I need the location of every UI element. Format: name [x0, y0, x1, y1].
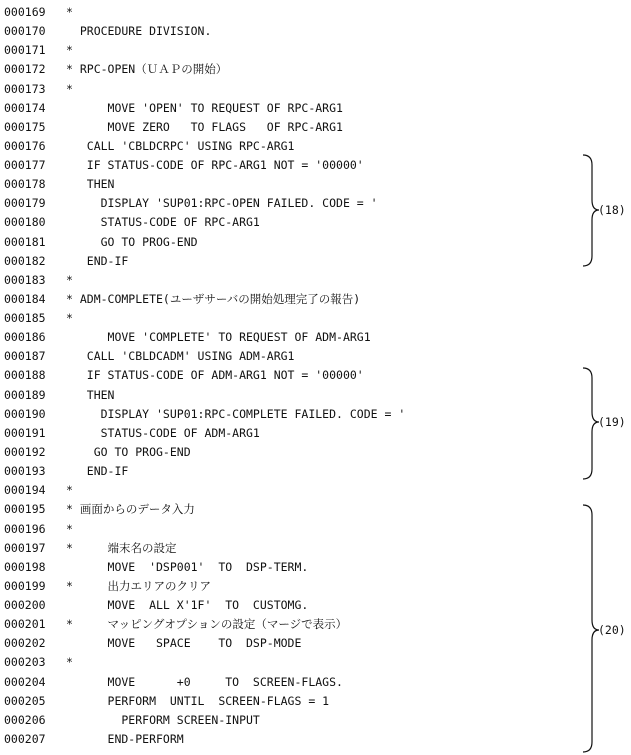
line-number: 000194: [4, 483, 46, 498]
line-number: 000190: [4, 406, 46, 421]
line-number: 000179: [4, 196, 46, 211]
line-number: 000197: [4, 540, 46, 555]
code-text: DISPLAY 'SUP01:RPC-OPEN FAILED. CODE = ': [66, 196, 378, 211]
code-text: *: [66, 43, 73, 58]
line-number: 000202: [4, 636, 46, 651]
code-text: * 端末名の設定: [66, 540, 177, 555]
line-number: 000187: [4, 349, 46, 364]
line-number: 000175: [4, 119, 46, 134]
line-number: 000196: [4, 521, 46, 536]
line-number: 000180: [4, 215, 46, 230]
line-number: 000189: [4, 387, 46, 402]
brace-label-18: (18): [598, 203, 626, 217]
code-text: *: [66, 655, 73, 670]
code-text: PERFORM UNTIL SCREEN-FLAGS = 1: [66, 693, 330, 708]
code-text: IF STATUS-CODE OF RPC-ARG1 NOT = '00000': [66, 158, 364, 173]
brace-label-20: (20): [598, 623, 626, 637]
code-text: MOVE 'COMPLETE' TO REQUEST OF ADM-ARG1: [66, 330, 371, 345]
code-text: MOVE 'DSP001' TO DSP-TERM.: [66, 559, 309, 574]
line-number: 000181: [4, 234, 46, 249]
line-number: 000186: [4, 330, 46, 345]
line-number: 000174: [4, 100, 46, 115]
code-text: * RPC-OPEN（ＵＡＰの開始）: [66, 62, 228, 77]
line-number: 000183: [4, 272, 46, 287]
brace-18: [583, 155, 599, 266]
code-text: PROCEDURE DIVISION.: [66, 24, 212, 39]
line-number: 000200: [4, 598, 46, 613]
code-text: *: [66, 272, 73, 287]
code-text: * ADM-COMPLETE(ユーザサーバの開始処理完了の報告): [66, 291, 361, 306]
brace-19: [583, 368, 599, 479]
line-number: 000195: [4, 502, 46, 517]
line-number: 000169: [4, 5, 46, 19]
code-text: END-PERFORM: [66, 731, 184, 746]
code-text: GO TO PROG-END: [66, 234, 198, 249]
line-number: 000182: [4, 253, 46, 268]
line-number: 000173: [4, 81, 46, 96]
code-text: MOVE +0 TO SCREEN-FLAGS.: [66, 674, 343, 689]
brace-20: [583, 505, 599, 752]
line-number: 000201: [4, 617, 46, 632]
code-text: MOVE ALL X'1F' TO CUSTOMG.: [66, 598, 309, 613]
brace-label-19: (19): [598, 415, 626, 429]
line-number: 000184: [4, 291, 46, 306]
code-text: MOVE SPACE TO DSP-MODE: [66, 636, 302, 651]
code-text: THEN: [66, 177, 115, 192]
line-number: 000207: [4, 731, 46, 746]
code-text: CALL 'CBLDCRPC' USING RPC-ARG1: [66, 138, 295, 153]
line-number: 000193: [4, 464, 46, 479]
line-number: 000171: [4, 43, 46, 58]
code-text: STATUS-CODE OF RPC-ARG1: [66, 215, 260, 230]
code-text: * 出力エリアのクリア: [66, 578, 212, 593]
line-number: 000185: [4, 311, 46, 326]
line-number: 000178: [4, 177, 46, 192]
code-text: THEN: [66, 387, 115, 402]
code-text: END-IF: [66, 464, 129, 479]
code-text: MOVE 'OPEN' TO REQUEST OF RPC-ARG1: [66, 100, 343, 115]
code-text: *: [66, 311, 73, 326]
line-number: 000191: [4, 425, 46, 440]
line-number: 000192: [4, 444, 46, 459]
line-number: 000198: [4, 559, 46, 574]
line-number: 000172: [4, 62, 46, 77]
line-number: 000206: [4, 712, 46, 727]
code-text: STATUS-CODE OF ADM-ARG1: [66, 425, 260, 440]
code-text: MOVE ZERO TO FLAGS OF RPC-ARG1: [66, 119, 343, 134]
code-text: IF STATUS-CODE OF ADM-ARG1 NOT = '00000': [66, 368, 364, 383]
line-number: 000204: [4, 674, 46, 689]
code-text: CALL 'CBLDCADM' USING ADM-ARG1: [66, 349, 295, 364]
code-text: PERFORM SCREEN-INPUT: [66, 712, 260, 727]
code-text: END-IF: [66, 253, 129, 268]
line-number: 000203: [4, 655, 46, 670]
line-number: 000176: [4, 138, 46, 153]
line-number: 000199: [4, 578, 46, 593]
code-text: *: [66, 483, 73, 498]
line-number: 000205: [4, 693, 46, 708]
code-text: * 画面からのデータ入力: [66, 502, 195, 517]
code-text: *: [66, 5, 73, 19]
line-number: 000177: [4, 158, 46, 173]
line-number: 000188: [4, 368, 46, 383]
code-text: DISPLAY 'SUP01:RPC-COMPLETE FAILED. CODE = ': [66, 406, 406, 421]
code-text: * マッピングオプションの設定（マージで表示）: [66, 617, 348, 632]
line-number: 000170: [4, 24, 46, 39]
code-text: *: [66, 521, 73, 536]
code-text: GO TO PROG-END: [66, 444, 191, 459]
code-text: *: [66, 81, 73, 96]
